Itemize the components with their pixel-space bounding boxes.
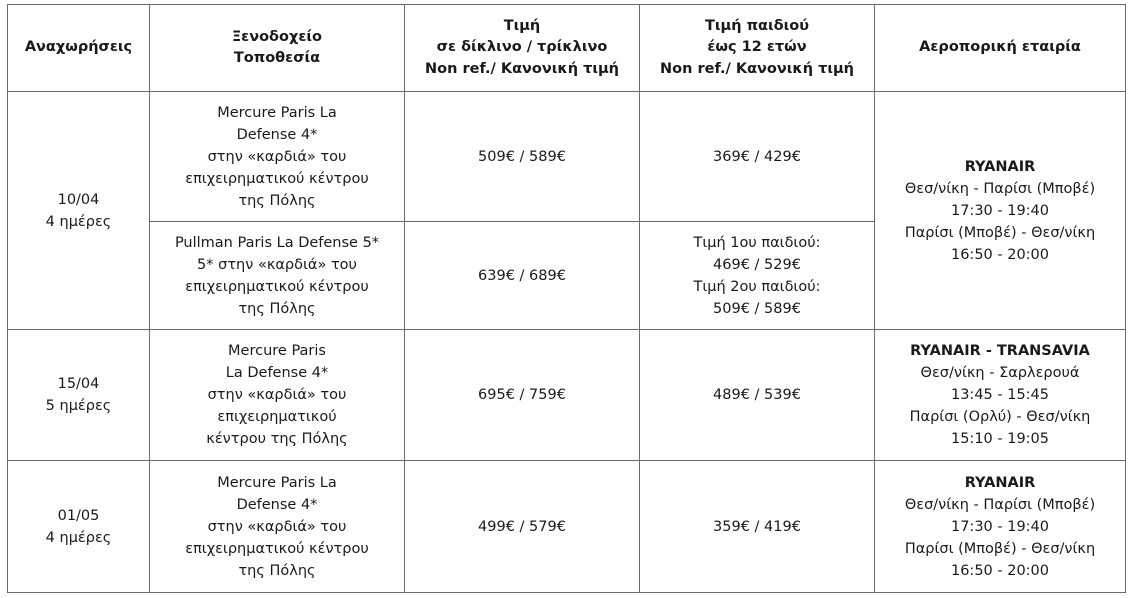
header-row <box>8 5 1126 92</box>
header-airline: Αεροπορική εταιρία <box>875 5 1126 92</box>
airline-name: RYANAIR <box>964 158 1036 175</box>
child-price-cell: 369€ / 429€ <box>640 92 875 222</box>
hotel-cell: Pullman Paris La Defense 5* 5* στην «καρδιά» του επιχειρηματικού κέντρου της Πόλης <box>150 222 405 330</box>
header-child-price: Τιμή παιδιού έως 12 ετών Non ref./ Κανονική τιμή <box>640 5 875 92</box>
price-cell: 695€ / 759€ <box>405 330 640 461</box>
table-row <box>8 92 1126 222</box>
price-cell: 639€ / 689€ <box>405 222 640 330</box>
child-price-cell: 489€ / 539€ <box>640 330 875 461</box>
header-hotel: Ξενοδοχείο Τοποθεσία <box>150 5 405 92</box>
departure-cell: 10/04 4 ημέρες <box>8 92 150 330</box>
header-departures: Αναχωρήσεις <box>8 5 150 92</box>
hotel-cell: Mercure Paris La Defense 4* στην «καρδιά» του επιχειρηματικού κέντρου της Πόλης <box>150 330 405 461</box>
airline-cell: RYANAIR Θεσ/νίκη - Παρίσι (Μποβέ) 17:30 - 19:40 Παρίσι (Μποβέ) - Θεσ/νίκη 16:50 - 20:00 <box>875 92 1126 330</box>
airline-name: RYANAIR - TRANSAVIA <box>910 343 1090 359</box>
price-cell: 499€ / 579€ <box>405 461 640 593</box>
airline-cell: RYANAIR Θεσ/νίκη - Παρίσι (Μποβέ) 17:30 - 19:40 Παρίσι (Μποβέ) - Θεσ/νίκη 16:50 - 20:00 <box>875 461 1126 593</box>
child-price-cell: 359€ / 419€ <box>640 461 875 593</box>
child-price-cell: Τιμή 1ου παιδιού: 469€ / 529€ Τιμή 2ου παιδιού: 509€ / 589€ <box>640 222 875 330</box>
hotel-cell: Mercure Paris La Defense 4* στην «καρδιά» του επιχειρηματικού κέντρου της Πόλης <box>150 461 405 593</box>
price-cell: 509€ / 589€ <box>405 92 640 222</box>
airline-name: RYANAIR <box>964 474 1036 491</box>
departure-cell: 15/04 5 ημέρες <box>8 330 150 461</box>
header-price: Τιμή σε δίκλινο / τρίκλινο Non ref./ Κανονική τιμή <box>405 5 640 92</box>
departure-cell: 01/05 4 ημέρες <box>8 461 150 593</box>
hotel-cell: Mercure Paris La Defense 4* στην «καρδιά» του επιχειρηματικού κέντρου της Πόλης <box>150 92 405 222</box>
pricing-table <box>7 4 1126 593</box>
pricing-table-container <box>7 4 1126 593</box>
airline-cell: RYANAIR - TRANSAVIA Θεσ/νίκη - Σαρλερουά 13:45 - 15:45 Παρίσι (Ορλύ) - Θεσ/νίκη 15:10 - 19:05 <box>875 330 1126 461</box>
table-row <box>8 330 1126 461</box>
table-row <box>8 461 1126 593</box>
